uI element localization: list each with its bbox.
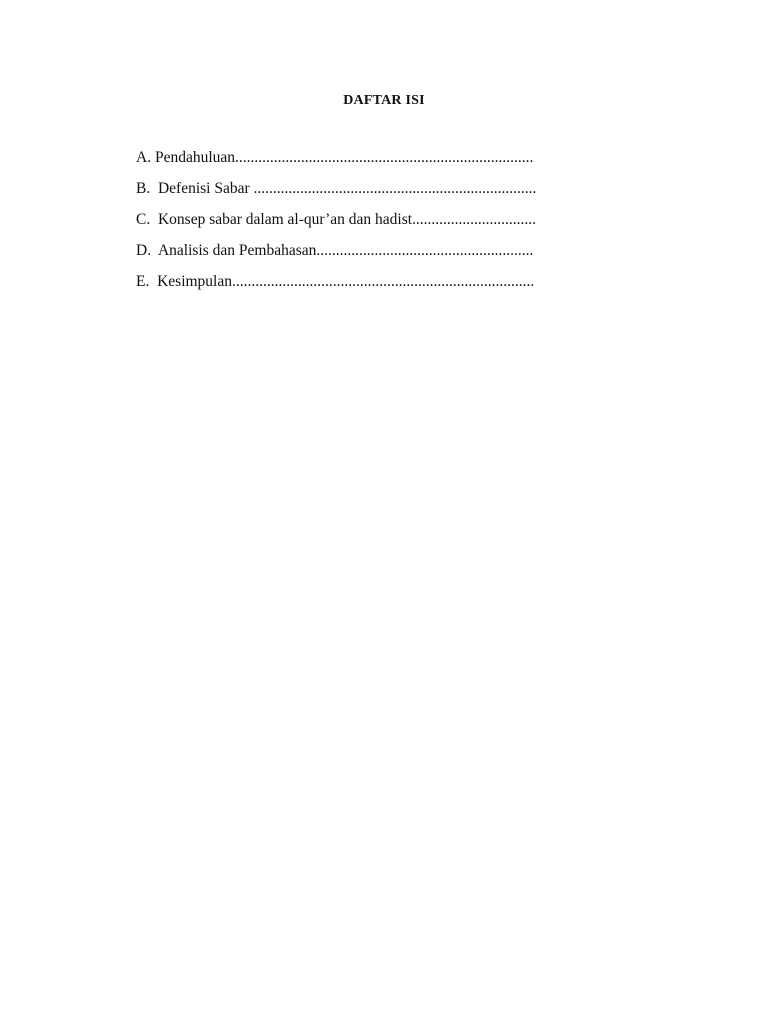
toc-item-pendahuluan: A. Pendahuluan............................................................................. — [136, 149, 534, 166]
toc-item-kesimpulan: E. Kesimpulan.............................................................................. — [136, 273, 535, 290]
toc-item-konsep-sabar: C. Konsep sabar dalam al-qur’an dan hadist................................ — [136, 211, 537, 228]
table-of-contents — [136, 148, 589, 303]
toc-item-defenisi-sabar: B. Defenisi Sabar ......................................................................... — [136, 180, 537, 197]
toc-item-analisis: D. Analisis dan Pembahasan........................................................ — [136, 242, 534, 259]
page-title: DAFTAR ISI — [343, 93, 425, 108]
